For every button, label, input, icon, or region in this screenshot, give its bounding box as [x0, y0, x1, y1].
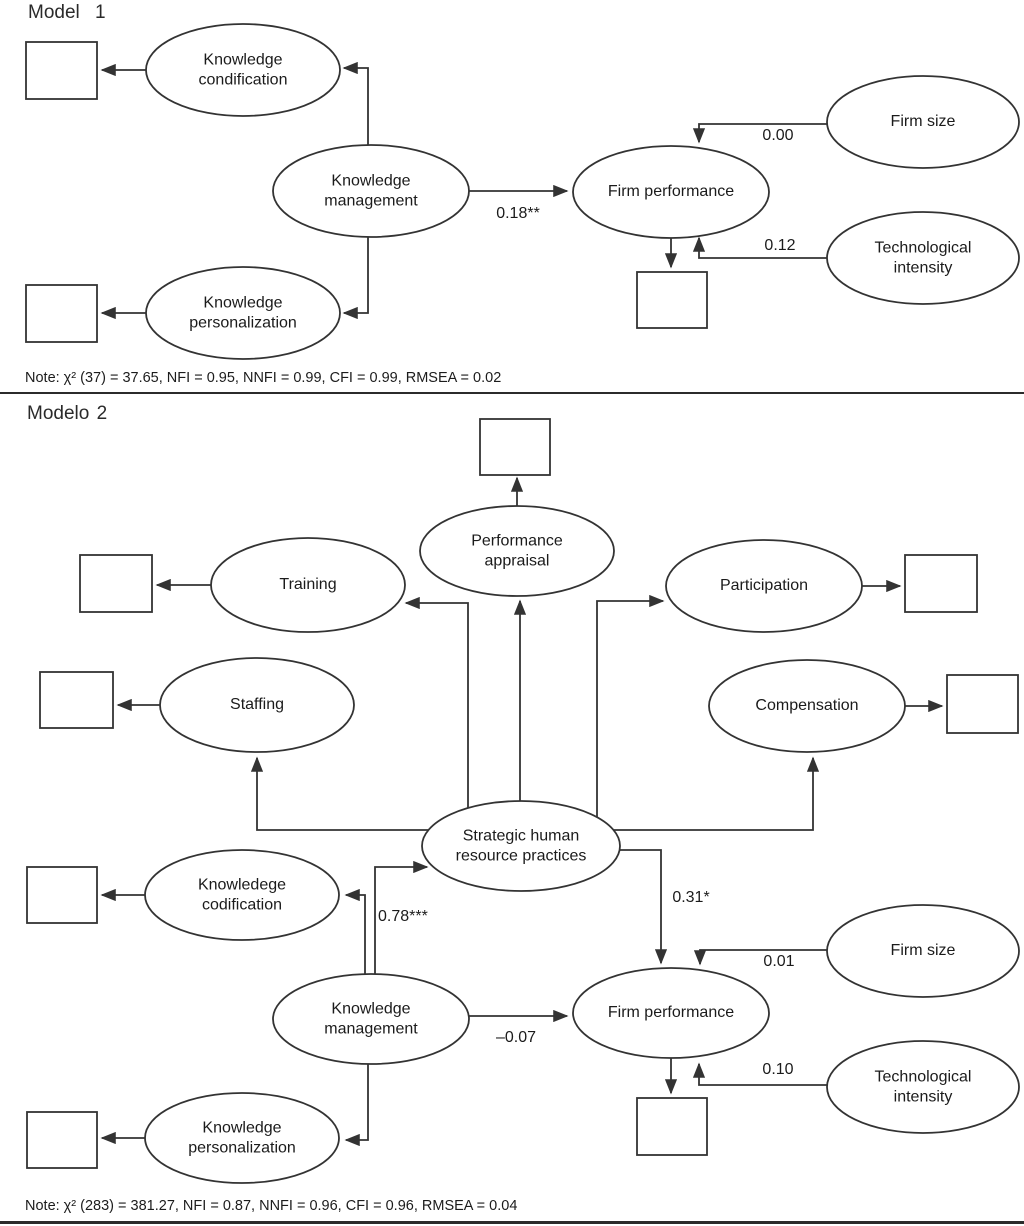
participation-label-m2: Participation [719, 577, 809, 595]
model2-fit-note: Note: χ² (283) = 381.27, NFI = 0.87, NNFI = 0.96, CFI = 0.96, RMSEA = 0.04 [25, 1198, 518, 1214]
firm-size-label-m2: Firm size [890, 942, 956, 960]
indicator-square [480, 419, 550, 475]
coefficient-km-shrp-m2: 0.78*** [378, 908, 428, 925]
knowledge-codification-label-m1: Knowledge condification [198, 51, 288, 88]
indicator-square [27, 867, 97, 923]
staffing-label-m2: Staffing [230, 696, 284, 714]
indicator-square [26, 42, 97, 99]
indicator-square [637, 272, 707, 328]
technological-intensity-label-m2: Technological intensity [874, 1068, 972, 1105]
coefficient-km-fp-m1: 0.18** [496, 205, 540, 222]
arrow-shrp-to-training-m2 [406, 603, 468, 846]
firm-performance-label-m1: Firm performance [607, 183, 735, 201]
coefficient-techintensity-fp-m1: 0.12 [764, 237, 796, 254]
coefficient-shrp-fp-m2: 0.31* [672, 889, 710, 906]
indicator-square [26, 285, 97, 342]
compensation-label-m2: Compensation [755, 697, 859, 715]
indicator-square [905, 555, 977, 612]
firm-performance-label-m2: Firm performance [607, 1004, 735, 1022]
training-label-m2: Training [279, 576, 337, 594]
firm-size-label-m1: Firm size [890, 113, 956, 131]
model-separator-rule [0, 392, 1024, 394]
knowledge-codification-label-m2: Knowledege codification [197, 876, 287, 913]
indicator-square [27, 1112, 97, 1168]
indicator-square [637, 1098, 707, 1155]
model1-fit-note: Note: χ² (37) = 37.65, NFI = 0.95, NNFI = 0.99, CFI = 0.99, RMSEA = 0.02 [25, 370, 502, 386]
arrow-shrp-to-participation-m2 [597, 601, 663, 846]
indicator-square [947, 675, 1018, 733]
coefficient-firmsize-fp-m2: 0.01 [763, 953, 795, 970]
knowledge-personalization-label-m2: Knowledge personalization [188, 1119, 296, 1156]
strategic-hr-practices-label-m2: Strategic human resource practices [455, 827, 587, 864]
bottom-rule [0, 1221, 1024, 1224]
knowledge-personalization-label-m1: Knowledge personalization [189, 294, 297, 331]
coefficient-km-fp-m2: –0.07 [495, 1029, 537, 1046]
model1-title: Model 1 [28, 2, 106, 23]
technological-intensity-label-m1: Technological intensity [874, 239, 972, 276]
model2-title: Modelo 2 [27, 403, 108, 424]
indicator-square [80, 555, 152, 612]
knowledge-management-label-m1: Knowledge management [324, 172, 418, 209]
indicator-square [40, 672, 113, 728]
knowledge-management-label-m2: Knowledge management [324, 1000, 418, 1037]
arrow-techintensity-to-performance-m1 [699, 238, 827, 258]
node-shapes [26, 24, 1019, 1183]
coefficient-firmsize-fp-m1: 0.00 [762, 127, 794, 144]
performance-appraisal-label-m2: Performance appraisal [471, 532, 563, 569]
coefficient-techintensity-fp-m2: 0.10 [762, 1061, 794, 1078]
